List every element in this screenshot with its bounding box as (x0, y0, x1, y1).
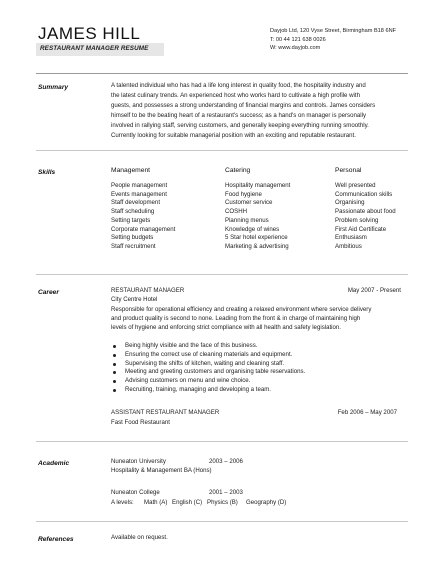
skill-item: First Aid Certificate (335, 225, 387, 233)
list-item (111, 351, 305, 360)
header-divider (36, 73, 408, 74)
skill-item: Setting budgets (111, 234, 154, 242)
skill-item: Food hygiene (225, 190, 262, 198)
section-divider (36, 274, 408, 275)
skill-item: Enthusiasm (335, 234, 367, 242)
skill-item: Knowledge of wines (225, 225, 280, 233)
list-item (111, 342, 305, 351)
section-divider (36, 521, 408, 522)
skills-management-heading: Management (111, 167, 151, 174)
skill-item: Problem solving (335, 216, 379, 224)
skills-management-list (111, 182, 175, 252)
university-dates: 2003 – 2006 (209, 458, 243, 465)
bullet-text: Supervising the shifts of kitchen, waiting and cleaning staff. (125, 359, 285, 367)
skill-item: Corporate management (111, 225, 176, 233)
job2-employer: Fast Food Restaurant (111, 419, 170, 426)
bullet-text: Ensuring the correct use of cleaning materials and equipment. (125, 350, 293, 358)
career-label: Career (38, 289, 59, 296)
contact-address: Dayjob Ltd, 120 Vyse Street, Birmingham B18 6NF (270, 28, 397, 34)
job2-title: ASSISTANT RESTAURANT MANAGER (111, 409, 220, 416)
job1-desc-line: levels of hygiene and enforcing strict compliance with all health and safety legislation. (111, 324, 342, 331)
summary-line: himself to be the beating heart of a restaurant's success; as a hand's on manager is personally (111, 111, 367, 119)
skills-personal-heading: Personal (335, 167, 362, 174)
bullet-icon (113, 345, 116, 348)
skills-label: Skills (38, 169, 56, 176)
references-text: Available on request. (111, 534, 168, 541)
skill-item: Setting targets (111, 216, 151, 224)
bullet-icon (113, 363, 116, 366)
skills-catering-list (225, 182, 290, 252)
job1-responsibilities (111, 342, 305, 395)
job1-desc-line: and product quality is second to none. Leading from the front & in charge of maintaining high (111, 315, 361, 322)
college-name: Nuneaton College (111, 489, 160, 496)
section-divider (36, 441, 408, 442)
skill-item: Hospitality management (225, 182, 291, 189)
list-item (111, 368, 305, 377)
skill-item: Planning menus (225, 216, 269, 224)
skills-catering-heading: Catering (225, 167, 251, 174)
skill-item: Staff recruitment (111, 242, 156, 250)
a-level-item: Physics (B) (207, 499, 238, 506)
job1-employer: City Centre Hotel (111, 296, 158, 303)
contact-phone: T: 00 44 121 638 0026 (270, 37, 326, 43)
summary-line: the latest culinary trends. An experienced host who works hard to cultivate a high profile with (111, 91, 360, 99)
job1-desc-line: Responsible for operational efficiency and creating a relaxed environment where service delivery (111, 306, 372, 313)
a-levels-label: A levels: (111, 499, 134, 506)
bullet-icon (113, 371, 116, 374)
bullet-text: Recruiting, training, managing and developing a team. (125, 385, 272, 393)
skill-item: Staff development (111, 199, 161, 207)
a-level-item: Math (A) (144, 499, 168, 506)
skill-item: 5 Star hotel experience (225, 234, 288, 242)
summary-line: Currently looking for suitable managerial position with an exciting and reputable restaurant. (111, 131, 356, 139)
bullet-icon (113, 354, 116, 357)
skill-item: People management (111, 182, 168, 189)
bullet-text: Advising customers on menu and wine choice. (125, 377, 251, 385)
skills-personal-list (335, 182, 396, 252)
section-divider (36, 150, 408, 151)
list-item (111, 386, 305, 395)
skill-item: Staff scheduling (111, 208, 155, 216)
contact-web: W: www.dayjob.com (270, 45, 321, 51)
references-label: References (38, 536, 74, 543)
job1-dates: May 2007 - Present (347, 287, 401, 294)
college-dates: 2001 – 2003 (209, 489, 243, 496)
bullet-text: Being highly visible and the face of this business. (125, 342, 258, 349)
university-name: Nuneaton University (111, 458, 166, 465)
skill-item: Organising (335, 199, 365, 207)
a-level-item: Geography (D) (246, 499, 287, 506)
bullet-text: Meeting and greeting customers and organising table reservations. (125, 368, 306, 376)
summary-label: Summary (38, 84, 69, 91)
summary-line: A talented individual who has had a life long interest in quality food, the hospitality industry and (111, 82, 366, 89)
candidate-name: JAMES HILL (38, 24, 141, 43)
job1-description (111, 305, 401, 332)
skill-item: Well presented (335, 182, 376, 189)
resume-subtitle: RESTAURANT MANAGER RESUME (40, 45, 149, 52)
job2-dates: Feb 2006 – May 2007 (337, 409, 397, 416)
skill-item: COSHH (225, 208, 248, 216)
job1-title: RESTAURANT MANAGER (111, 287, 185, 294)
skill-item: Communication skills (335, 190, 393, 198)
skill-item: Events management (111, 190, 167, 198)
list-item (111, 360, 305, 369)
bullet-icon (113, 389, 116, 392)
bullet-icon (113, 380, 116, 383)
skill-item: Marketing & advertising (225, 242, 289, 250)
degree: Hospitality & Management BA (Hons) (111, 467, 212, 474)
summary-line: guests, and possesses a strong understanding of financial margins and controls. James considers (111, 101, 376, 109)
skill-item: Customer service (225, 199, 273, 207)
summary-text (111, 81, 401, 140)
summary-line: involved in rallying staff, serving customers, and generally keeping everything running smoothly. (111, 121, 369, 129)
list-item (111, 377, 305, 386)
skill-item: Ambitious (335, 242, 362, 250)
a-level-item: English (C) (172, 499, 203, 506)
academic-label: Academic (38, 460, 70, 467)
skill-item: Passionate about food (335, 208, 396, 216)
